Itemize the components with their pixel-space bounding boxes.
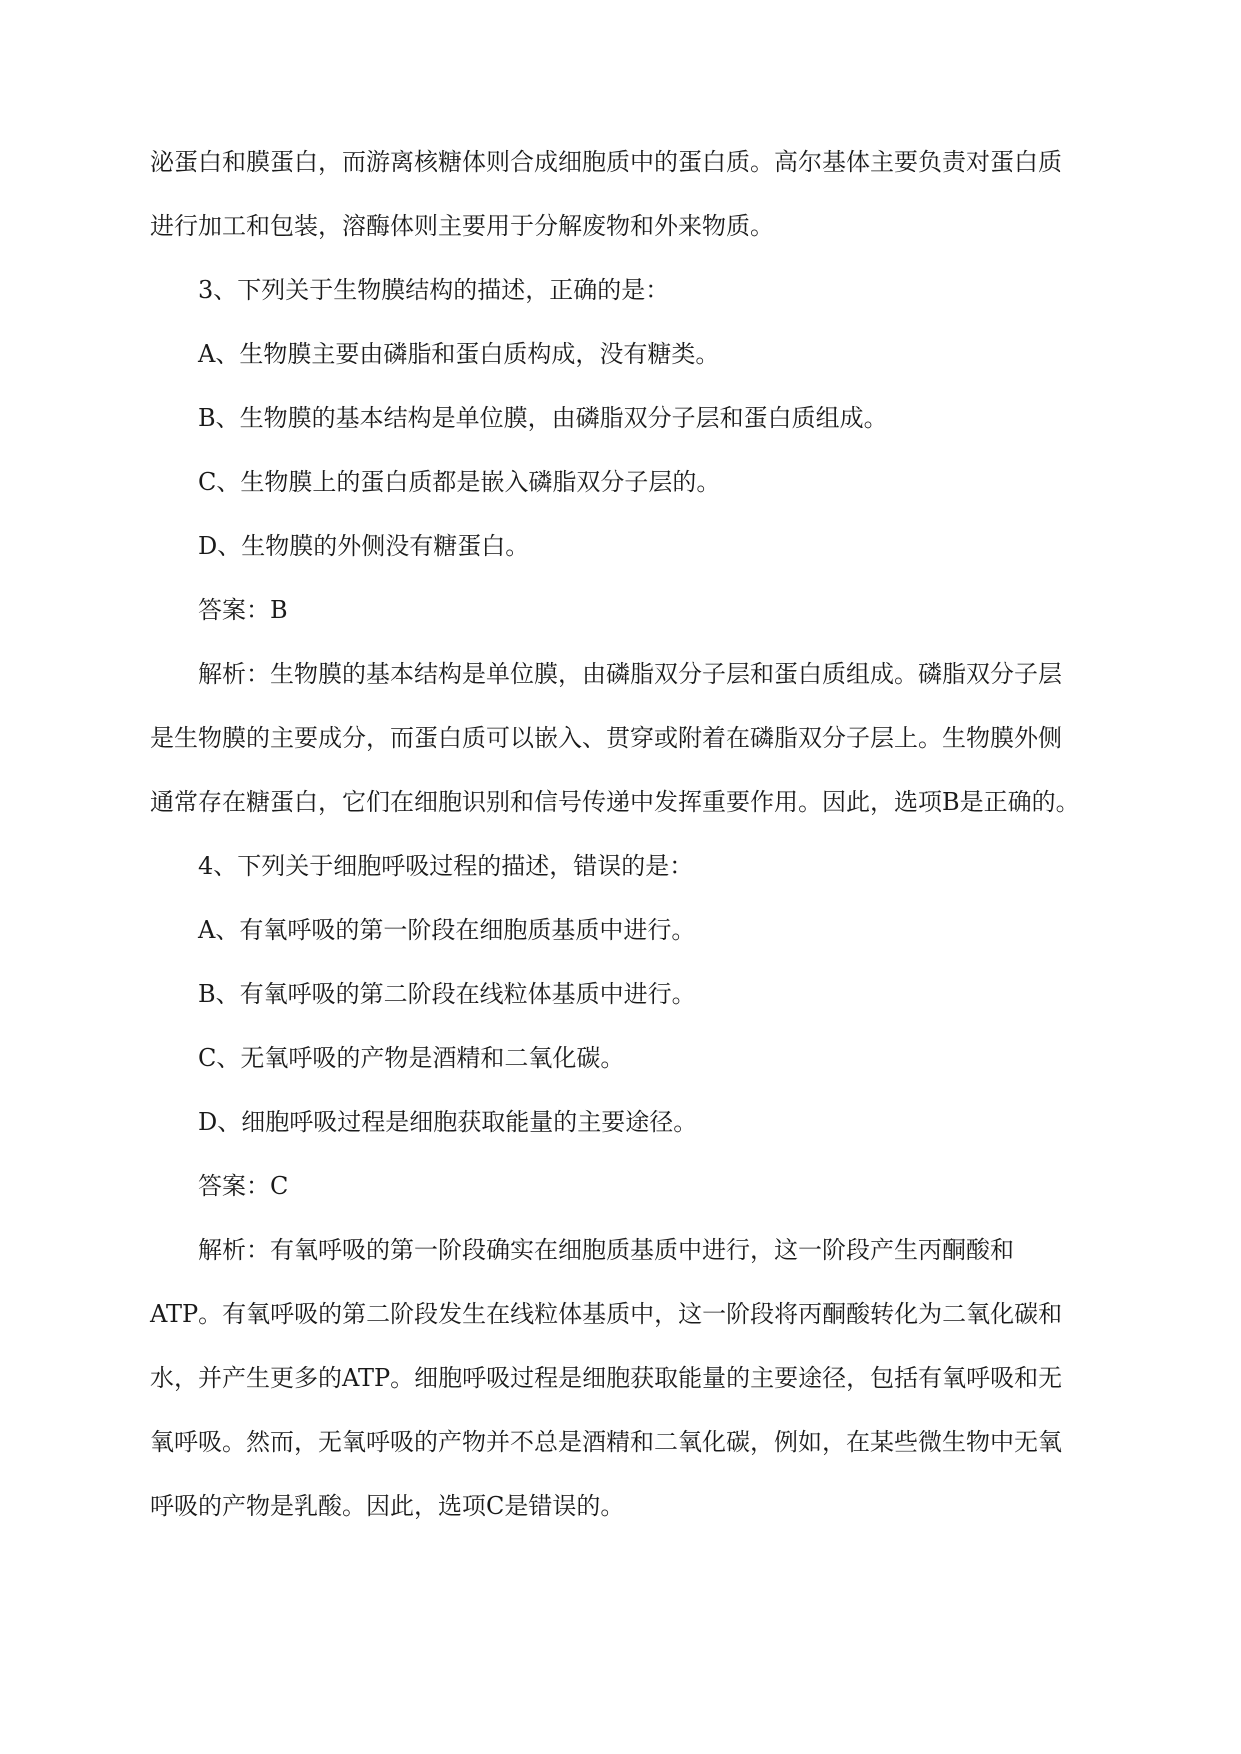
question-4-explanation-line: 呼吸的产物是乳酸。因此，选项C是错误的。	[150, 1492, 625, 1520]
question-3-option-a: A、生物膜主要由磷脂和蛋白质构成，没有糖类。	[198, 340, 720, 368]
paragraph-line: 泌蛋白和膜蛋白，而游离核糖体则合成细胞质中的蛋白质。高尔基体主要负责对蛋白质	[150, 148, 1062, 176]
question-4-title: 4、下列关于细胞呼吸过程的描述，错误的是：	[198, 852, 694, 880]
question-4-option-c: C、无氧呼吸的产物是酒精和二氧化碳。	[198, 1044, 625, 1072]
question-3-option-c: C、生物膜上的蛋白质都是嵌入磷脂双分子层的。	[198, 468, 721, 496]
question-4-explanation-line: ATP。有氧呼吸的第二阶段发生在线粒体基质中，这一阶段将丙酮酸转化为二氧化碳和	[150, 1300, 1063, 1328]
question-3-title: 3、下列关于生物膜结构的描述，正确的是：	[198, 276, 670, 304]
question-4-explanation-line: 氧呼吸。然而，无氧呼吸的产物并不总是酒精和二氧化碳，例如，在某些微生物中无氧	[150, 1428, 1062, 1456]
question-4-option-b: B、有氧呼吸的第二阶段在线粒体基质中进行。	[198, 980, 696, 1008]
question-4-answer: 答案：C	[198, 1172, 289, 1200]
question-4-option-d: D、细胞呼吸过程是细胞获取能量的主要途径。	[198, 1108, 698, 1136]
question-3-explanation-line: 是生物膜的主要成分，而蛋白质可以嵌入、贯穿或附着在磷脂双分子层上。生物膜外侧	[150, 724, 1062, 752]
question-3-option-d: D、生物膜的外侧没有糖蛋白。	[198, 532, 530, 560]
paragraph-line: 进行加工和包装，溶酶体则主要用于分解废物和外来物质。	[150, 212, 774, 240]
question-3-answer: 答案：B	[198, 596, 288, 624]
question-3-explanation-line: 通常存在糖蛋白，它们在细胞识别和信号传递中发挥重要作用。因此，选项B是正确的。	[150, 788, 1080, 816]
question-4-option-a: A、有氧呼吸的第一阶段在细胞质基质中进行。	[198, 916, 696, 944]
question-4-explanation-line: 水，并产生更多的ATP。细胞呼吸过程是细胞获取能量的主要途径，包括有氧呼吸和无	[150, 1364, 1063, 1392]
question-4-explanation-line: 解析：有氧呼吸的第一阶段确实在细胞质基质中进行，这一阶段产生丙酮酸和	[198, 1236, 1014, 1264]
question-3-option-b: B、生物膜的基本结构是单位膜，由磷脂双分子层和蛋白质组成。	[198, 404, 888, 432]
question-3-explanation-line: 解析：生物膜的基本结构是单位膜，由磷脂双分子层和蛋白质组成。磷脂双分子层	[198, 660, 1062, 688]
